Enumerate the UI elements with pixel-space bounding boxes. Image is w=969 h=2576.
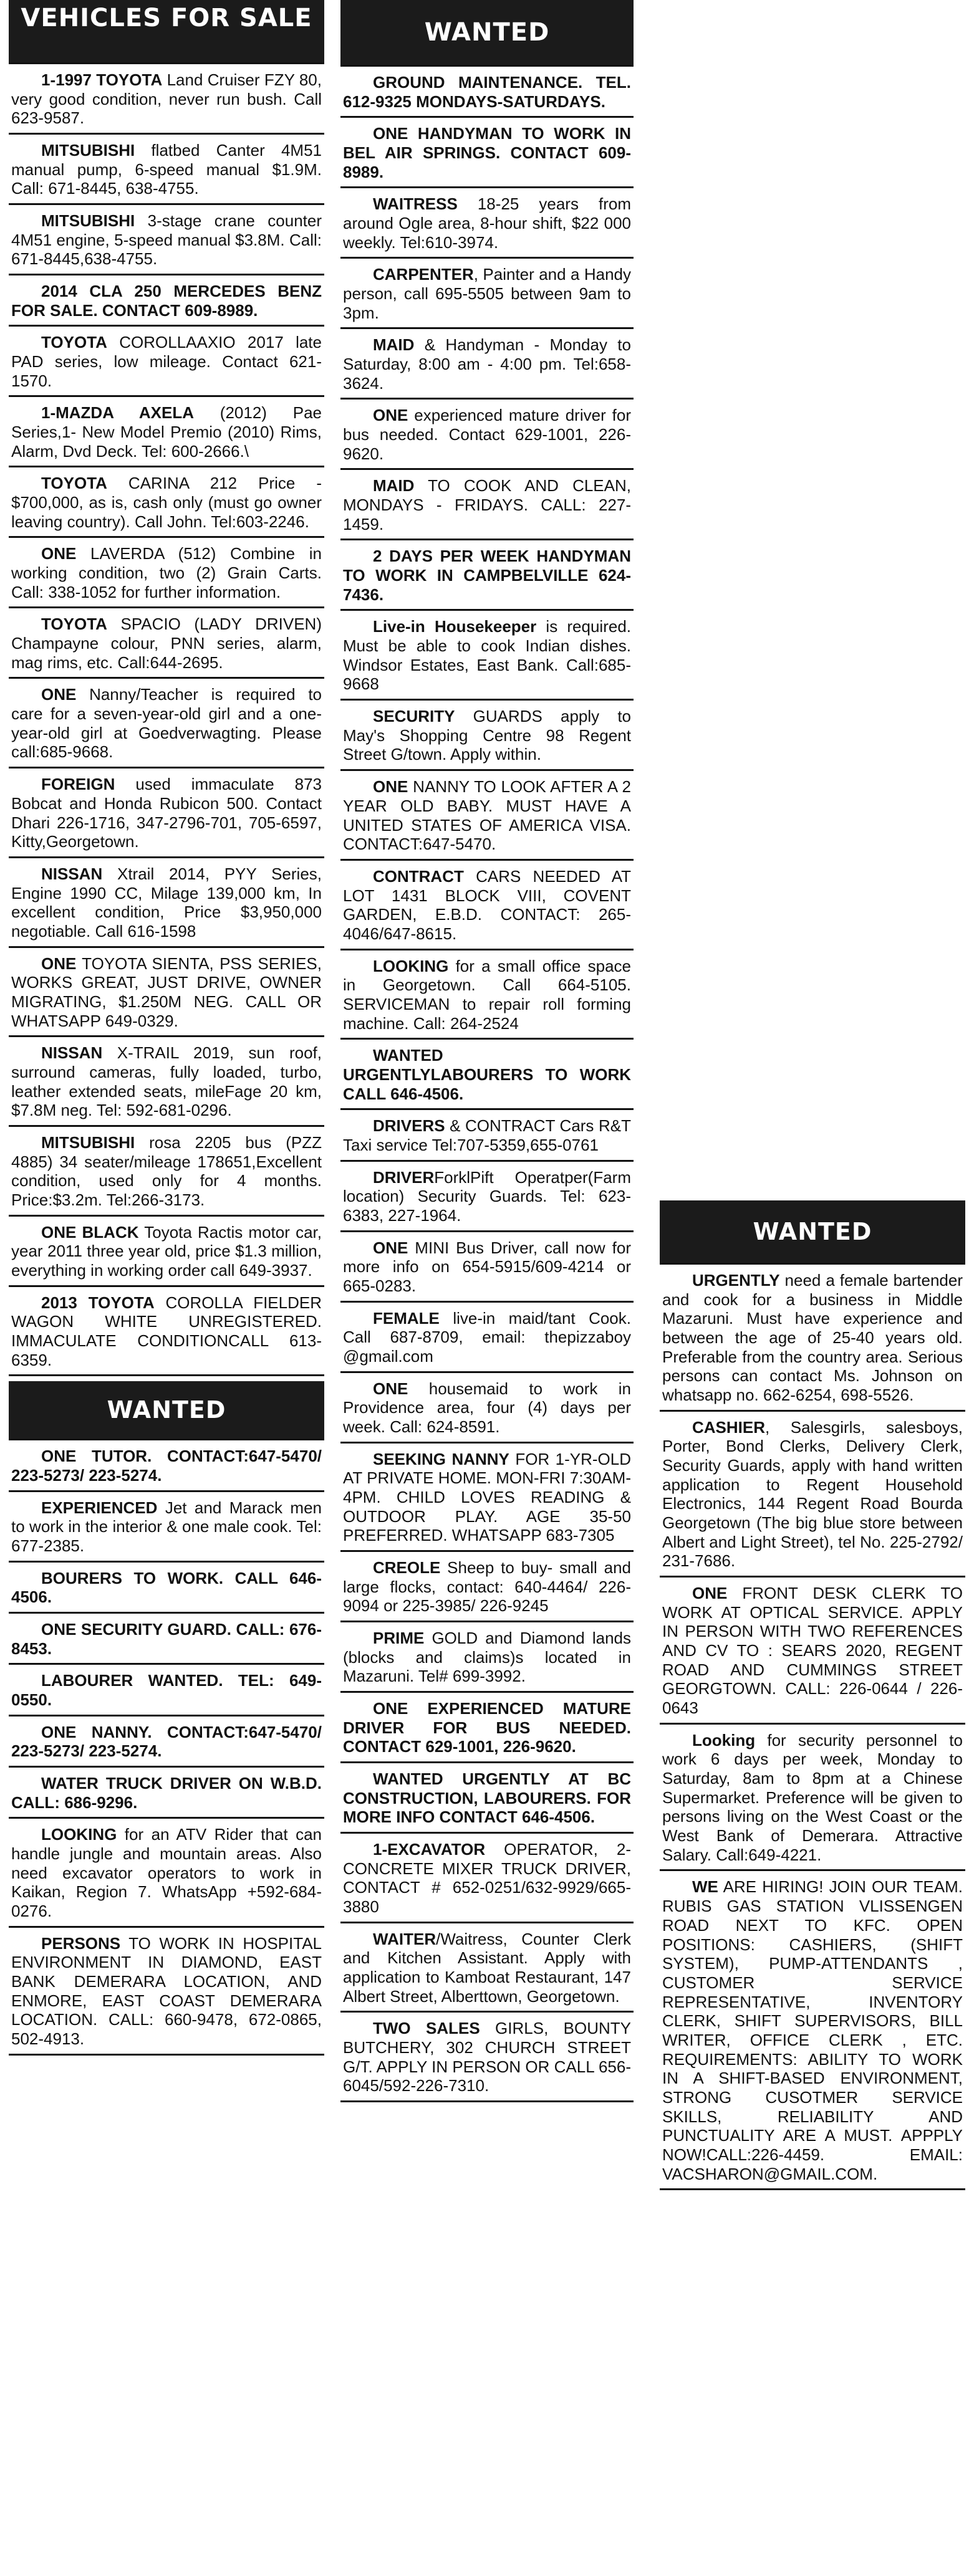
classified-ad: [9, 1665, 324, 1716]
ad-lead-text: MITSUBISHI: [41, 1132, 135, 1152]
classified-ad: [9, 858, 324, 948]
ad-lead-text: 1-1997 TOYOTA: [41, 70, 163, 89]
classified-ad: [340, 1923, 634, 2013]
classified-ad: [9, 1717, 324, 1768]
ad-body-text: used immaculate 873 Bobcat and Honda Rubicon 500. Contact Dhari 226-1716, 347-2796-701, 705-6597, Kitty,Georgetown.: [11, 775, 322, 851]
classified-ad: [340, 1373, 634, 1444]
classified-ad: [340, 1303, 634, 1373]
ad-lead-text: EXPERIENCED: [41, 1498, 158, 1517]
classified-ad: [9, 1819, 324, 1927]
classified-ad: [9, 1928, 324, 2056]
classified-ad: [340, 771, 634, 861]
classified-ad: [9, 538, 324, 608]
wanted-ads-list: [9, 1439, 324, 2055]
ad-lead-text: NISSAN: [41, 864, 103, 883]
ad-lead-text: ONE SECURITY GUARD. CALL: 676-8453.: [11, 1620, 322, 1658]
ad-body-text: FOR 1-YR-OLD AT PRIVATE HOME. MON-FRI 7:30AM-4PM. CHILD LOVES READING & OUTDOOR PLAY. AGE 35-50 PREFERRED. WHATSAPP 683-7305: [343, 1449, 631, 1545]
classified-ad: [340, 1040, 634, 1110]
ad-lead-text: ONE: [41, 685, 77, 704]
ad-lead-text: LOOKING: [373, 956, 449, 975]
ad-lead-text: CREOLE: [373, 1558, 441, 1577]
classified-ad: [9, 948, 324, 1038]
classified-ad: [9, 679, 324, 768]
classified-ad: [9, 1439, 324, 1491]
ad-body-text: TO WORK IN HOSPITAL ENVIRONMENT IN DIAMOND, EAST BANK DEMERARA LOCATION, AND ENMORE, EAST COAST DEMERARA LOCATION. CALL: 660-9478, 672-0865, 502-4913.: [11, 1933, 322, 2049]
ad-body-text: rosa 2205 bus (PZZ 4885) 34 seater/mileage 178651,Excellent condition, used only for 4 months. Price:$3.2m. Tel:266-3173.: [11, 1132, 322, 1209]
classified-ad: [9, 275, 324, 327]
ad-body-text: CARINA 212 Price - $700,000, as is, cash only (must go owner leaving country). Call John. Tel:603-2246.: [11, 474, 322, 531]
ad-lead-text: ONE BLACK: [41, 1222, 139, 1242]
ad-lead-text: 2014 CLA 250 MERCEDES BENZ FOR SALE. CONTACT 609-8989.: [11, 282, 322, 320]
ad-lead-text: ONE NANNY. CONTACT:647-5470/ 223-5273/ 223-5274.: [11, 1722, 322, 1761]
ad-lead-text: SEEKING NANNY: [373, 1449, 509, 1468]
ad-lead-text: DRIVERS: [373, 1116, 445, 1136]
classified-ad: [340, 329, 634, 400]
classified-ad: [660, 1725, 965, 1872]
classified-ad: [9, 327, 324, 397]
classified-ad: [340, 65, 634, 118]
classified-ad: [9, 1563, 324, 1614]
classified-ad: [340, 400, 634, 470]
ad-lead-text: LOOKING: [41, 1825, 117, 1844]
column-wanted-right: [660, 1200, 965, 2190]
classified-ad: [340, 1444, 634, 1552]
ad-body-text: TOYOTA SIENTA, PSS SERIES, WORKS GREAT, JUST DRIVE, OWNER MIGRATING, $1.250M NEG. CALL OR WHATSAPP 649-0329.: [11, 954, 322, 1030]
classified-ad: [340, 1622, 634, 1693]
ad-lead-text: GROUND MAINTENANCE. TEL. 612-9325 MONDAYS-SATURDAYS.: [343, 73, 631, 111]
column-vehicles: [9, 0, 324, 2056]
ad-lead-text: 1-EXCAVATOR: [373, 1840, 486, 1859]
ad-lead-text: TOYOTA: [41, 474, 107, 493]
classified-ad: [340, 540, 634, 611]
classified-ad: [340, 1162, 634, 1232]
wanted-center-ads-list: [340, 65, 634, 2102]
ad-lead-text: WANTED URGENTLY AT BC CONSTRUCTION, LABOURERS. FOR MORE INFO CONTACT 646-4506.: [343, 1769, 631, 1827]
ad-lead-text: WANTED URGENTLYLABOURERS TO WORK CALL 646-4506.: [343, 1046, 631, 1103]
ad-lead-text: MAID: [373, 335, 415, 355]
ad-body-text: Land Cruiser FZY 80, very good condition, never run bush. Call 623-9587.: [11, 70, 322, 128]
ad-lead-text: PRIME: [373, 1629, 425, 1648]
classified-ad: [9, 1217, 324, 1287]
ad-lead-text: MAID: [373, 476, 415, 496]
ad-body-text: CARS NEEDED AT LOT 1431 BLOCK VIII, COVENT GARDEN, E.B.D. CONTACT: 265-4046/647-8615.: [343, 866, 631, 943]
ad-body-text: ARE HIRING! JOIN OUR TEAM. RUBIS GAS STATION VLISSENGEN ROAD NEXT TO KFC. OPEN POSITIONS: CASHIERS, (SHIFT SYSTEM), PUMP-ATTENDANTS , CUSTOMER SERVICE REPRESENTATIVE, INVENTORY CLERK, SHIFT SUPERVISORS, BILL WRITER, OFFICE CLERK , ETC. REQUIREMENTS: ABILITY TO WORK IN A SHIFT-BASED ENVIRONMENT, STRONG CUSOTMER SERVICE SKILLS, RELIABILITY AND PUNCTUALITY ARE A MUST. APPPLY NOW!CALL:226-4459. EMAIL: VACSHARON@GMAIL.COM.: [662, 1877, 963, 2183]
ad-body-text: OPERATOR, 2- CONCRETE MIXER TRUCK DRIVER, CONTACT # 652-0251/632-9929/665-3880: [343, 1840, 631, 1917]
classified-ad: [9, 1127, 324, 1217]
ad-body-text: GIRLS, BOUNTY BUTCHERY, 302 CHURCH STREET G/T. APPLY IN PERSON OR CALL 656-6045/592-226-7310.: [343, 2019, 631, 2095]
ad-lead-text: NISSAN: [41, 1043, 103, 1063]
classified-ad: [9, 205, 324, 275]
classified-ad: [9, 608, 324, 679]
classified-ad: [340, 1693, 634, 1763]
ad-body-text: Jet and Marack men to work in the interior & one male cook. Tel: 677-2385.: [11, 1498, 322, 1555]
ad-body-text: (2012) Pae Series,1- New Model Premio (2010) Rims, Alarm, Dvd Deck. Tel: 600-2666.\: [11, 403, 322, 461]
ad-lead-text: ONE: [373, 1238, 408, 1257]
classified-ad: [340, 611, 634, 701]
classified-ad: [9, 768, 324, 858]
classified-ad: [9, 62, 324, 135]
classified-ad: [340, 118, 634, 188]
ad-lead-text: TOYOTA: [41, 333, 107, 352]
ad-lead-text: CASHIER: [692, 1417, 766, 1437]
ad-body-text: SPACIO (LADY DRIVEN) Champayne colour, PNN series, alarm, mag rims, etc. Call:644-2695.: [11, 615, 322, 672]
classified-ad: [9, 397, 324, 467]
ad-body-text: for an ATV Rider that can handle jungle and mountain areas. Also need excavator operators to work in Kaikan, Region 7. WhatsApp +592-684-0276.: [11, 1825, 322, 1921]
ad-body-text: GOLD and Diamond lands (blocks and claims)s located in Mazaruni. Tel# 699-3992.: [343, 1629, 631, 1686]
classified-ad: [340, 188, 634, 259]
ad-body-text: LAVERDA (512) Combine in working condition, two (2) Grain Carts. Call: 338-1052 for further information.: [11, 544, 322, 601]
ad-body-text: , Painter and a Handy person, call 695-5505 between 9am to 3pm.: [343, 265, 631, 322]
ad-body-text: flatbed Canter 4M51 manual pump, 6-speed manual $1.9M. Call: 671-8445, 638-4755.: [11, 141, 322, 198]
ad-body-text: for a small office space in Georgetown. Call 664-5105. SERVICEMAN to repair roll forming machine. Call: 264-2524: [343, 956, 631, 1033]
classified-ad: [660, 1871, 965, 2190]
ad-lead-text: WE: [692, 1877, 718, 1897]
section-header-vehicles: VEHICLES FOR SALE: [9, 0, 324, 62]
ad-lead-text: ONE: [41, 954, 77, 973]
ad-body-text: FRONT DESK CLERK TO WORK AT OPTICAL SERVICE. APPLY IN PERSON WITH TWO REFERENCES AND CV TO : SEARS 2020, REGENT ROAD AND CUMMINGS STREET GEORGTOWN. CALL: 226-0644 / 226-0643: [662, 1584, 963, 1718]
ad-body-text: Toyota Ractis motor car, year 2011 three year old, price $1.3 million, everything in working order call 649-3937.: [11, 1222, 322, 1280]
classified-ad: [9, 1492, 324, 1563]
ad-body-text: Nanny/Teacher is required to care for a seven-year-old girl and a one-year-old girl at Goedverwagting. Please call:685-9668.: [11, 685, 322, 762]
ad-body-text: MINI Bus Driver, call now for more info on 654-5915/609-4214 or 665-0283.: [343, 1238, 631, 1295]
ad-lead-text: CARPENTER: [373, 265, 474, 284]
ad-lead-text: MITSUBISHI: [41, 211, 135, 231]
ad-body-text: ForklPift Operatper(Farm location) Security Guards. Tel: 623-6383, 227-1964.: [343, 1167, 631, 1225]
ad-lead-text: 1-MAZDA AXELA: [41, 403, 194, 423]
ad-lead-text: TOYOTA: [41, 615, 107, 634]
ad-lead-text: 2 DAYS PER WEEK HANDYMAN TO WORK IN CAMPBELVILLE 624-7436.: [343, 547, 631, 604]
ad-lead-text: ONE: [41, 544, 77, 563]
ad-lead-text: LABOURER WANTED. TEL: 649-0550.: [11, 1671, 322, 1710]
ad-body-text: Sheep to buy- small and large flocks, contact: 640-4464/ 226-9094 or 225-3985/ 226-9245: [343, 1558, 631, 1616]
column-wanted-center: [340, 0, 634, 2102]
ad-lead-text: ONE TUTOR. CONTACT:647-5470/ 223-5273/ 223-5274.: [11, 1447, 322, 1485]
ad-lead-text: WAITER: [373, 1929, 436, 1948]
ad-body-text: NANNY TO LOOK AFTER A 2 YEAR OLD BABY. MUST HAVE A UNITED STATES OF AMERICA VISA. CONTACT:647-5470.: [343, 777, 631, 854]
section-header-wanted: WANTED: [9, 1381, 324, 1439]
ad-body-text: 18-25 years from around Ogle area, 8-hour shift, $22 000 weekly. Tel:610-3974.: [343, 194, 631, 252]
classified-ad: [9, 1287, 324, 1377]
classified-ad: [660, 1263, 965, 1412]
ad-body-text: COROLLA FIELDER WAGON WHITE UNREGISTERED. IMMACULATE CONDITIONCALL 613-6359.: [11, 1293, 322, 1369]
ad-lead-text: CONTRACT: [373, 866, 464, 886]
classified-ad: [340, 701, 634, 771]
ad-body-text: Xtrail 2014, PYY Series, Engine 1990 CC, Milage 139,000 km, In excellent condition, Price $3,950,000 negotiable. Call 616-1598: [11, 864, 322, 941]
ad-lead-text: BOURERS TO WORK. CALL 646-4506.: [11, 1568, 322, 1607]
classified-ad: [340, 1834, 634, 1923]
ad-lead-text: Live-in Housekeeper: [373, 617, 537, 636]
ad-body-text: GUARDS apply to May's Shopping Centre 98 Regent Street G/town. Apply within.: [343, 707, 631, 764]
vehicle-ads-list: [9, 62, 324, 1376]
ad-body-text: , Salesgirls, salesboys, Porter, Bond Clerks, Delivery Clerk, Security Guards, apply with hand written application to Regent Household Electronics, 144 Regent Road Bourda Georgetown (The big blue store between Albert and Light Street), tel No. 225-2792/ 231-7686.: [662, 1417, 963, 1571]
classified-ad: [340, 861, 634, 950]
ad-body-text: X-TRAIL 2019, sun roof, surround cameras, fully loaded, turbo, leather extended seats, mileFage 20 km, $7.8M neg. Tel: 592-681-0296.: [11, 1043, 322, 1120]
classified-ad: [340, 1110, 634, 1161]
ad-body-text: /Waitress, Counter Clerk and Kitchen Assistant. Apply with application to Kamboat Restaurant, 147 Albert Street, Alberttown, Georgetown.: [343, 1929, 631, 2006]
classified-ad: [660, 1578, 965, 1725]
ad-body-text: housemaid to work in Providence area, four (4) days per week. Call: 624-8591.: [343, 1379, 631, 1436]
ad-lead-text: SECURITY: [373, 707, 455, 726]
ad-body-text: TO COOK AND CLEAN, MONDAYS - FRIDAYS. CALL: 227-1459.: [343, 476, 631, 534]
classified-ad: [340, 259, 634, 329]
ad-lead-text: ONE: [373, 1379, 408, 1398]
ad-body-text: experienced mature driver for bus needed. Contact 629-1001, 226-9620.: [343, 406, 631, 463]
wanted-right-ads-list: [660, 1263, 965, 2190]
classified-ad: [340, 950, 634, 1040]
ad-body-text: need a female bartender and cook for a business in Middle Mazaruni. Must have experience and between the age of 25-40 years old. Preferable from the country area. Serious persons can contact Ms. Johnson on whatsapp no. 662-6254, 698-5526.: [662, 1271, 963, 1405]
ad-lead-text: WATER TRUCK DRIVER ON W.B.D. CALL: 686-9296.: [11, 1774, 322, 1812]
ad-lead-text: ONE: [373, 777, 408, 797]
ad-body-text: & CONTRACT Cars R&T Taxi service Tel:707-5359,655-0761: [343, 1116, 631, 1154]
section-header-wanted-center: WANTED: [340, 0, 634, 65]
ad-body-text: & Handyman - Monday to Saturday, 8:00 am - 4:00 pm. Tel:658-3624.: [343, 335, 631, 393]
classified-ad: [9, 1037, 324, 1127]
classified-ad: [660, 1412, 965, 1578]
ad-lead-text: PERSONS: [41, 1933, 121, 1953]
classified-ad: [9, 135, 324, 205]
ad-lead-text: Looking: [692, 1730, 756, 1750]
classified-ad: [340, 2013, 634, 2102]
ad-body-text: 3-stage crane counter 4M51 engine, 5-speed manual $3.8M. Call: 671-8445,638-4755.: [11, 211, 322, 269]
classified-ad: [340, 1552, 634, 1622]
ad-lead-text: FOREIGN: [41, 775, 115, 794]
classified-ad: [9, 1768, 324, 1819]
ad-lead-text: FEMALE: [373, 1308, 440, 1328]
ad-body-text: is required. Must be able to cook Indian dishes. Windsor Estates, East Bank. Call:685-9668: [343, 617, 632, 694]
ad-lead-text: TWO SALES: [373, 2019, 480, 2038]
ad-body-text: live-in maid/tant Cook. Call 687-8709, email: thepizzaboy @gmail.com: [343, 1308, 631, 1366]
ad-lead-text: 2013 TOYOTA: [41, 1293, 155, 1312]
ad-lead-text: URGENTLY: [692, 1271, 780, 1290]
ad-body-text: COROLLAAXIO 2017 late PAD series, low mileage. Contact 621-1570.: [11, 333, 322, 390]
ad-lead-text: MITSUBISHI: [41, 141, 135, 160]
ad-lead-text: ONE: [373, 406, 408, 425]
classified-ad: [340, 1232, 634, 1303]
classified-ad: [340, 1763, 634, 1834]
classified-ad: [9, 1614, 324, 1665]
ad-lead-text: ONE HANDYMAN TO WORK IN BEL AIR SPRINGS. CONTACT 609-8989.: [343, 124, 631, 181]
ad-lead-text: WAITRESS: [373, 194, 458, 214]
section-header-wanted-right: WANTED: [660, 1200, 965, 1263]
ad-lead-text: DRIVER: [373, 1167, 435, 1187]
ad-lead-text: ONE EXPERIENCED MATURE DRIVER FOR BUS NEEDED. CONTACT 629-1001, 226-9620.: [343, 1699, 631, 1756]
ad-body-text: for security personnel to work 6 days per week, Monday to Saturday, 8am to 8pm at a Chinese Supermarket. Preference will be given to persons living on the West Coast or the West Bank of Demerara. Attractive Salary. Call:649-4221.: [662, 1730, 963, 1864]
ad-lead-text: ONE: [692, 1584, 728, 1603]
classified-ad: [340, 470, 634, 540]
classified-ad: [9, 467, 324, 538]
